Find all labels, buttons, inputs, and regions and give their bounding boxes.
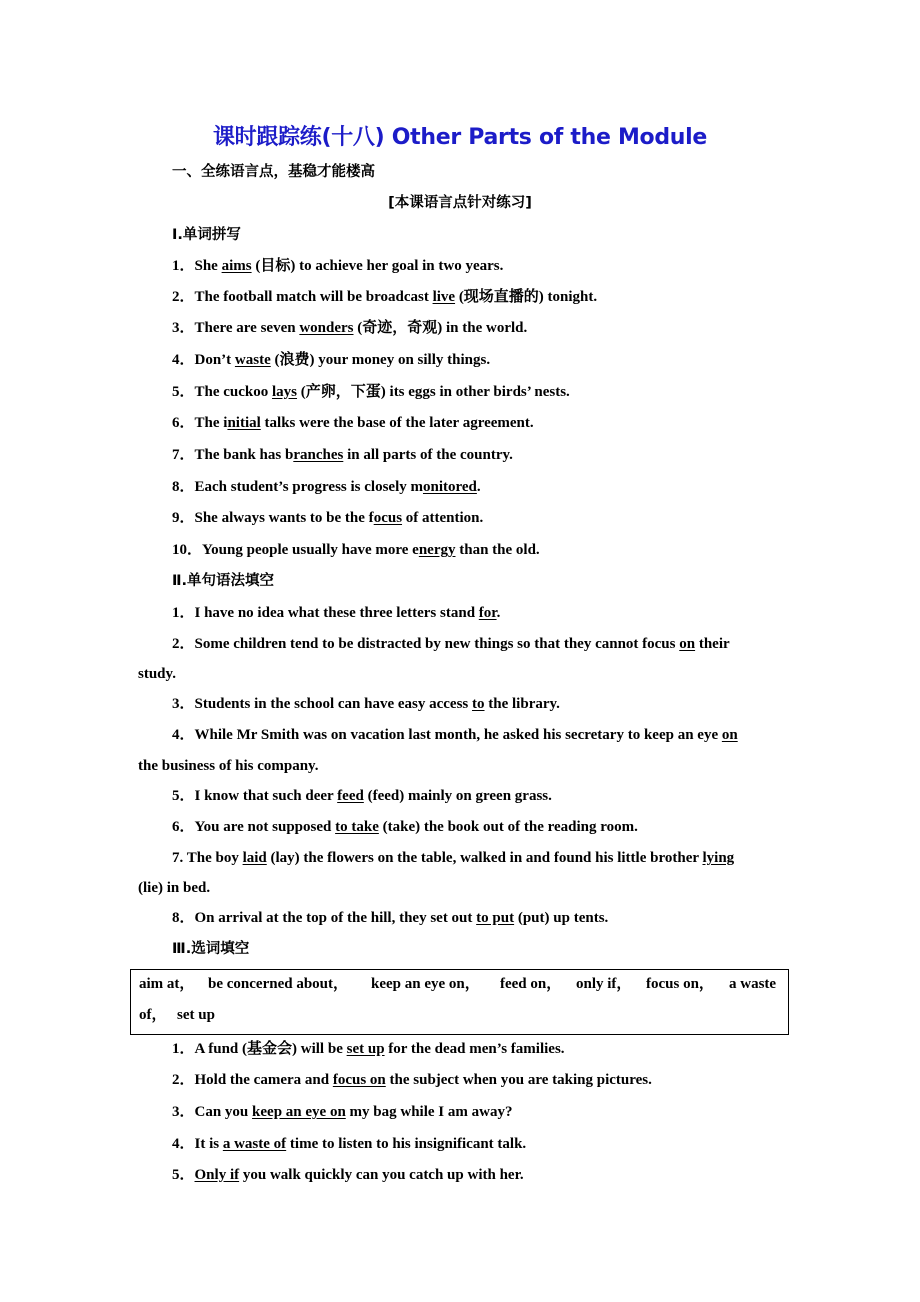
answer: feed [337, 788, 364, 804]
list-item: 8．Each student’s progress is closely monitored. [172, 479, 481, 495]
word-bank-entry: of， [139, 1007, 167, 1023]
word-bank-entry: set up [177, 1007, 215, 1023]
answer: to put [476, 910, 515, 926]
word-bank-entry: feed on， [500, 976, 562, 992]
answer: on [721, 727, 738, 743]
answer: laid [242, 850, 267, 866]
answer: on [679, 636, 696, 652]
list-item: 5．The cuckoo lays (产卵，下蛋) its eggs in other birds’ nests. [172, 384, 570, 400]
list-item: 7．The bank has branches in all parts of the country. [172, 447, 513, 463]
answer: focus on [332, 1072, 386, 1088]
list-item: 6．You are not supposed to take (take) the book out of the reading room. [172, 819, 638, 835]
list-item-continuation: study. [138, 666, 176, 682]
word-bank-entry: keep an eye on， [371, 976, 480, 992]
list-item-continuation: the business of his company. [138, 758, 319, 774]
list-item: 4．While Mr Smith was on vacation last month, he asked his secretary to keep an eye on [172, 727, 738, 743]
answer: a waste of [222, 1136, 287, 1152]
answer: Only if [194, 1167, 240, 1183]
word-bank-entry: be concerned about， [208, 976, 348, 992]
list-item: 6．The initial talks were the base of the later agreement. [172, 415, 534, 431]
list-item: 3．Students in the school can have easy access to the library. [172, 696, 560, 712]
list-item: 3．Can you keep an eye on my bag while I am away? [172, 1104, 513, 1120]
list-item: 7. The boy laid (lay) the flowers on the table, walked in and found his little brother lying [172, 850, 735, 866]
answer: lying [702, 850, 735, 866]
list-item: 5．I know that such deer feed (feed) mainly on green grass. [172, 788, 552, 804]
answer: ranches [293, 447, 344, 463]
list-item: 2．The football match will be broadcast live (现场直播的) tonight. [172, 289, 598, 305]
part1-heading: Ⅰ.单词拼写 [172, 227, 241, 243]
answer: live [432, 289, 456, 305]
list-item: 10．Young people usually have more energy than the old. [172, 542, 540, 558]
page-title: 课时跟踪练(十八) Other Parts of the Module [212, 125, 708, 150]
word-bank-entry: a waste [729, 976, 777, 992]
answer: keep an eye on [252, 1104, 346, 1120]
answer: lays [272, 384, 298, 400]
list-item: 9．She always wants to be the focus of attention. [172, 510, 484, 526]
answer: wonders [299, 320, 354, 336]
list-item: 2．Hold the camera and focus on the subject when you are taking pictures. [172, 1072, 652, 1088]
list-item: 1．I have no idea what these three letters stand for. [172, 605, 501, 621]
answer: nitial [227, 415, 261, 431]
list-item: 1．She aims (目标) to achieve her goal in two years. [172, 258, 504, 274]
answer: to [472, 696, 485, 712]
answer: ocus [373, 510, 403, 526]
section-heading: 一、全练语言点，基稳才能楼高 [172, 164, 375, 180]
answer: aims [221, 258, 252, 274]
part2-heading: Ⅱ.单句语法填空 [172, 573, 275, 589]
list-item: 4．It is a waste of time to listen to his insignificant talk. [172, 1136, 527, 1152]
word-bank-entry: aim at， [139, 976, 195, 992]
answer: to take [335, 819, 379, 835]
answer: set up [346, 1041, 385, 1057]
list-item: 2．Some children tend to be distracted by new things so that they cannot focus on their [172, 636, 730, 652]
answer: waste [234, 352, 271, 368]
list-item-continuation: (lie) in bed. [138, 880, 211, 896]
answer: onitored [422, 479, 477, 495]
answer: for [478, 605, 497, 621]
list-item: 3．There are seven wonders (奇迹，奇观) in the world. [172, 320, 528, 336]
part3-heading: Ⅲ.选词填空 [172, 941, 250, 957]
list-item: 8．On arrival at the top of the hill, they set out to put (put) up tents. [172, 910, 609, 926]
answer: nergy [418, 542, 456, 558]
section-subtitle: [本课语言点针对练习] [388, 195, 532, 211]
word-bank-entry: focus on， [646, 976, 714, 992]
list-item: 5．Only if you walk quickly can you catch up with her. [172, 1167, 524, 1183]
list-item: 4．Don’t waste (浪费) your money on silly things. [172, 352, 491, 368]
word-bank-entry: only if， [576, 976, 632, 992]
list-item: 1．A fund (基金会) will be set up for the dead men’s families. [172, 1041, 565, 1057]
